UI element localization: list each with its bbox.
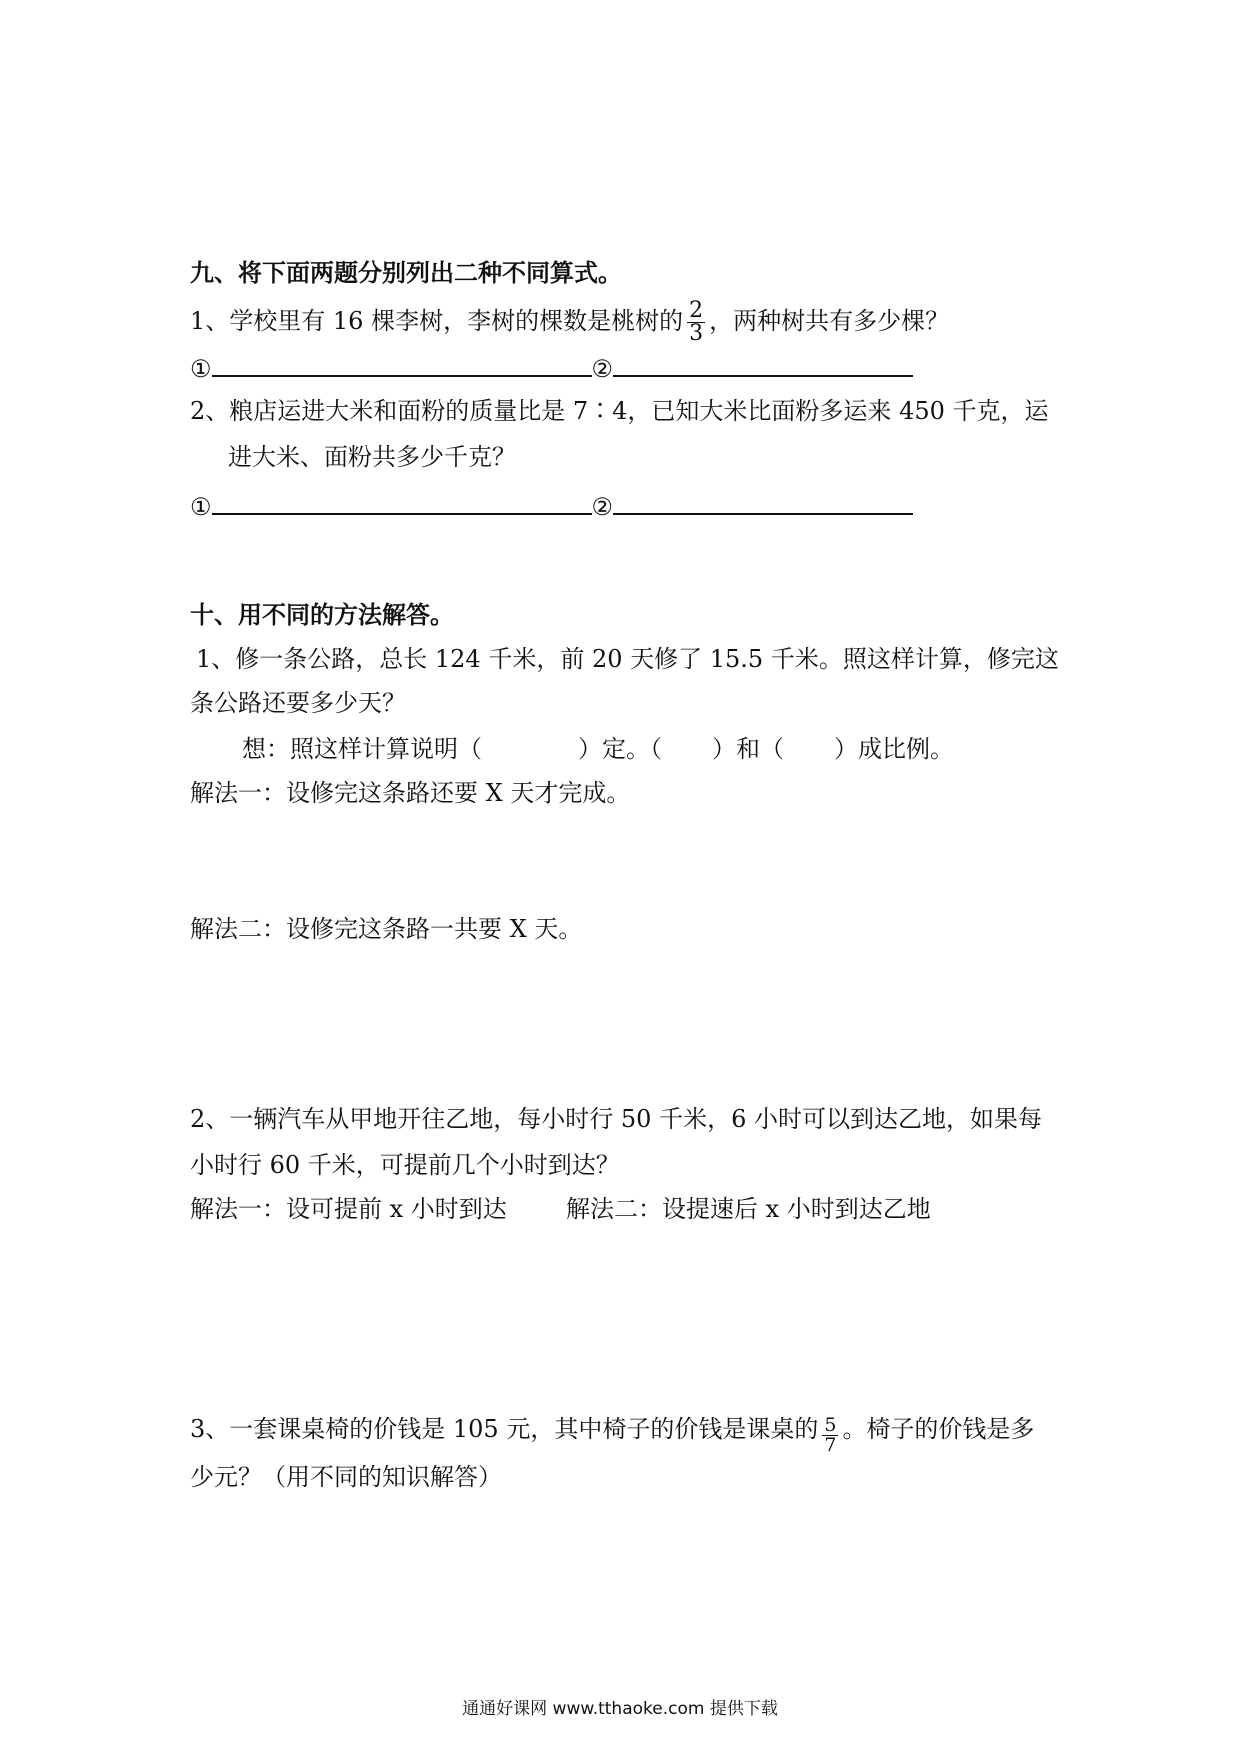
think-line (242, 732, 954, 766)
think-text-a: 想：照这样计算说明（ (242, 735, 482, 763)
method-2-10-2: 解法二：设提速后 x 小时到达乙地 (566, 1195, 931, 1223)
answer-blank-1[interactable] (212, 353, 592, 377)
think-text-d: ）成比例。 (834, 735, 954, 763)
question-10-3-line-1 (190, 1412, 1034, 1455)
question-10-2-line-1: 2、一辆汽车从甲地开往乙地，每小时行 50 千米，6 小时可以到达乙地，如果每 (190, 1105, 1042, 1133)
question-9-1 (190, 300, 949, 345)
fraction-denominator: 3 (689, 321, 704, 346)
method-2-10-1: 解法二：设修完这条路一共要 X 天。 (190, 915, 583, 943)
fraction-denominator: 7 (824, 1434, 837, 1456)
question-10-1-line-2: 条公路还要多少天？ (190, 689, 406, 717)
fraction-numerator: 5 (824, 1414, 837, 1436)
fraction-five-sevenths (822, 1416, 838, 1455)
fraction-numerator: 2 (689, 298, 704, 323)
answer-marker-2: ② (591, 493, 614, 521)
answer-marker-2: ② (591, 355, 614, 383)
think-text-b: ）定。（ (578, 735, 662, 763)
question-10-3-line-2: 少元？（用不同的知识解答） (190, 1463, 502, 1491)
question-9-1-text-a: 1、学校里有 16 棵李树，李树的棵数是桃树的 (190, 307, 684, 335)
answer-row-9-1 (190, 352, 913, 386)
question-10-2-line-2: 小时行 60 千米，可提前几个小时到达？ (190, 1151, 620, 1179)
fraction-two-thirds (687, 300, 705, 345)
answer-marker-1: ① (190, 493, 212, 521)
question-9-1-text-b: ，两种树共有多少棵？ (709, 307, 950, 335)
section-10-title: 十、用不同的方法解答。 (190, 601, 454, 629)
answer-blank-1[interactable] (212, 491, 592, 515)
think-text-c: ）和（ (712, 735, 784, 763)
question-9-2-line-1: 2、粮店运进大米和面粉的质量比是 7∶4，已知大米比面粉多运来 450 千克，运 (190, 397, 1049, 425)
question-9-2-line-2: 进大米、面粉共多少千克？ (228, 443, 516, 471)
answer-row-9-2 (190, 490, 913, 524)
method-1-10-1: 解法一：设修完这条路还要 X 天才完成。 (190, 779, 631, 807)
section-9-title: 九、将下面两题分别列出二种不同算式。 (190, 259, 622, 287)
question-10-1-line-1: 1、修一条公路，总长 124 千米，前 20 天修了 15.5 千米。照这样计算，修完这 (196, 645, 1059, 673)
footer-source: 通通好课网 www.tthaoke.com 提供下载 (462, 1699, 778, 1719)
answer-blank-2[interactable] (613, 491, 913, 515)
answer-marker-1: ① (190, 355, 212, 383)
method-1-10-2: 解法一：设可提前 x 小时到达 (190, 1195, 507, 1223)
answer-blank-2[interactable] (613, 353, 913, 377)
question-10-3-text-a: 3、一套课桌椅的价钱是 105 元，其中椅子的价钱是课桌的 (190, 1415, 819, 1443)
question-10-3-text-b: 。椅子的价钱是多 (842, 1415, 1035, 1443)
